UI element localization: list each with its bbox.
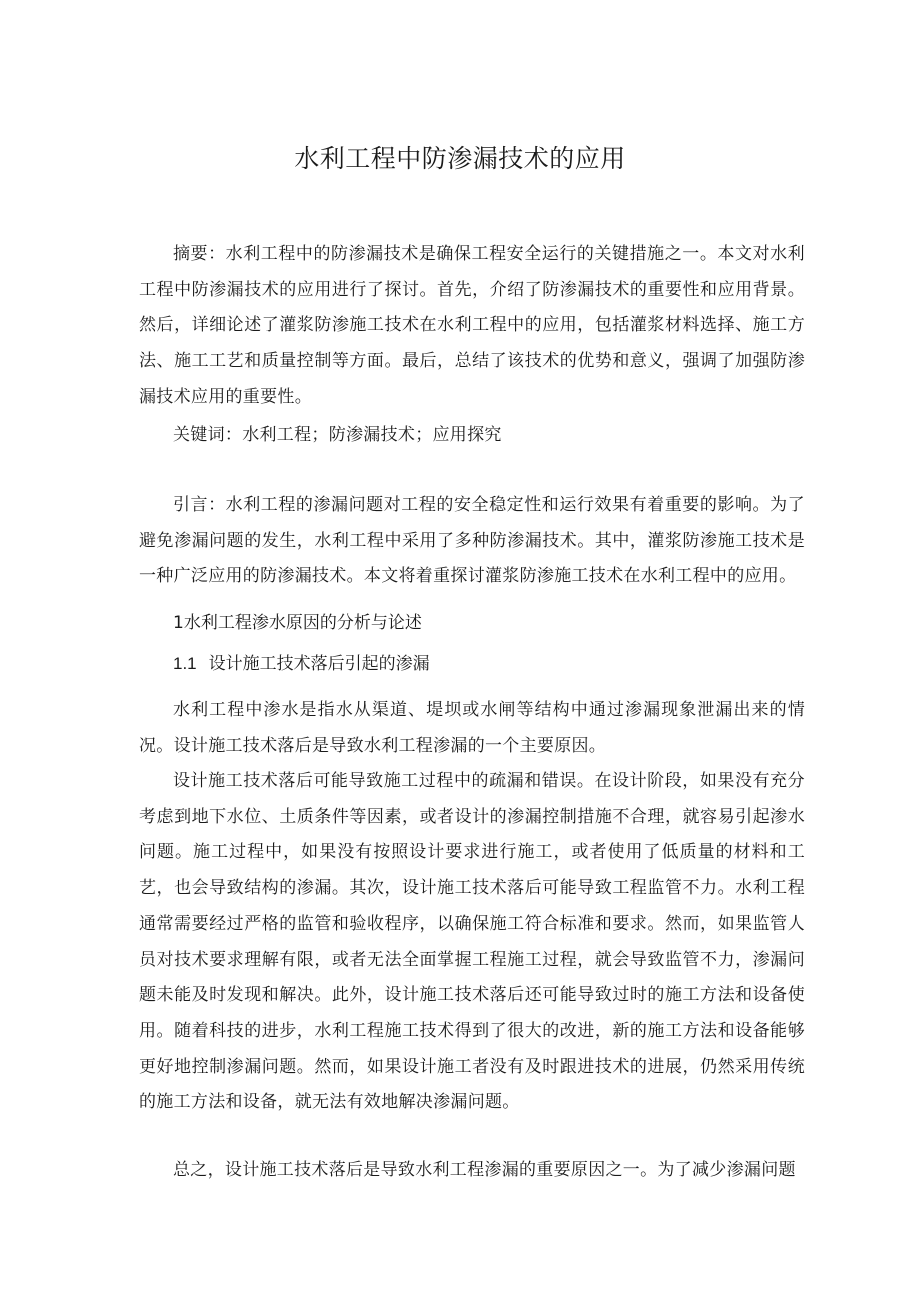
section-1-1-number: 1.1 xyxy=(173,654,197,673)
section-1-1-heading xyxy=(173,649,430,679)
abstract-paragraph: 摘要：水利工程中的防渗漏技术是确保工程安全运行的关键措施之一。本文对水利工程中防渗漏技术的应用进行了探讨。首先，介绍了防渗漏技术的重要性和应用背景。然后，详细论述了灌浆防渗施工技术在水利工程中的应用，包括灌浆材料选择、施工方法、施工工艺和质量控制等方面。最后，总结了该技术的优势和意义，强调了加强防渗漏技术应用的重要性。 xyxy=(139,244,805,407)
document-title: 水利工程中防渗漏技术的应用 xyxy=(294,144,626,173)
keywords-paragraph: 关键词：水利工程；防渗漏技术；应用探究 xyxy=(173,425,502,445)
introduction-paragraph: 引言：水利工程的渗漏问题对工程的安全稳定性和运行效果有着重要的影响。为了避免渗漏问题的发生，水利工程中采用了多种防渗漏技术。其中，灌浆防渗施工技术是一种广泛应用的防渗漏技术。本文将着重探讨灌浆防渗施工技术在水利工程中的应用。 xyxy=(139,495,805,587)
section-1-1-title: 设计施工技术落后引起的渗漏 xyxy=(208,654,430,674)
body-paragraph-2: 设计施工技术落后可能导致施工过程中的疏漏和错误。在设计阶段，如果没有充分考虑到地下水位、土质条件等因素，或者设计的渗漏控制措施不合理，就容易引起渗水问题。施工过程中，如果没有按照设计要求进行施工，或者使用了低质量的材料和工艺，也会导致结构的渗漏。其次，设计施工技术落后可能导致工程监管不力。水利工程通常需要经过严格的监管和验收程序，以确保施工符合标准和要求。然而，如果监管人员对技术要求理解有限，或者无法全面掌握工程施工过程，就会导致监管不力，渗漏问题未能及时发现和解决。此外，设计施工技术落后还可能导致过时的施工方法和设备使用。随着科技的进步，水利工程施工技术得到了很大的改进，新的施工方法和设备能够更好地控制渗漏问题。然而，如果设计施工者没有及时跟进技术的进展，仍然采用传统的施工方法和设备，就无法有效地解决渗漏问题。 xyxy=(139,771,805,1113)
section-1-heading: 1水利工程渗水原因的分析与论述 xyxy=(173,613,422,633)
body-paragraph-3: 总之，设计施工技术落后是导致水利工程渗漏的重要原因之一。为了减少渗漏问题 xyxy=(173,1160,796,1180)
body-paragraph-1: 水利工程中渗水是指水从渠道、堤坝或水闸等结构中通过渗漏现象泄漏出来的情况。设计施工技术落后是导致水利工程渗漏的一个主要原因。 xyxy=(139,700,805,756)
